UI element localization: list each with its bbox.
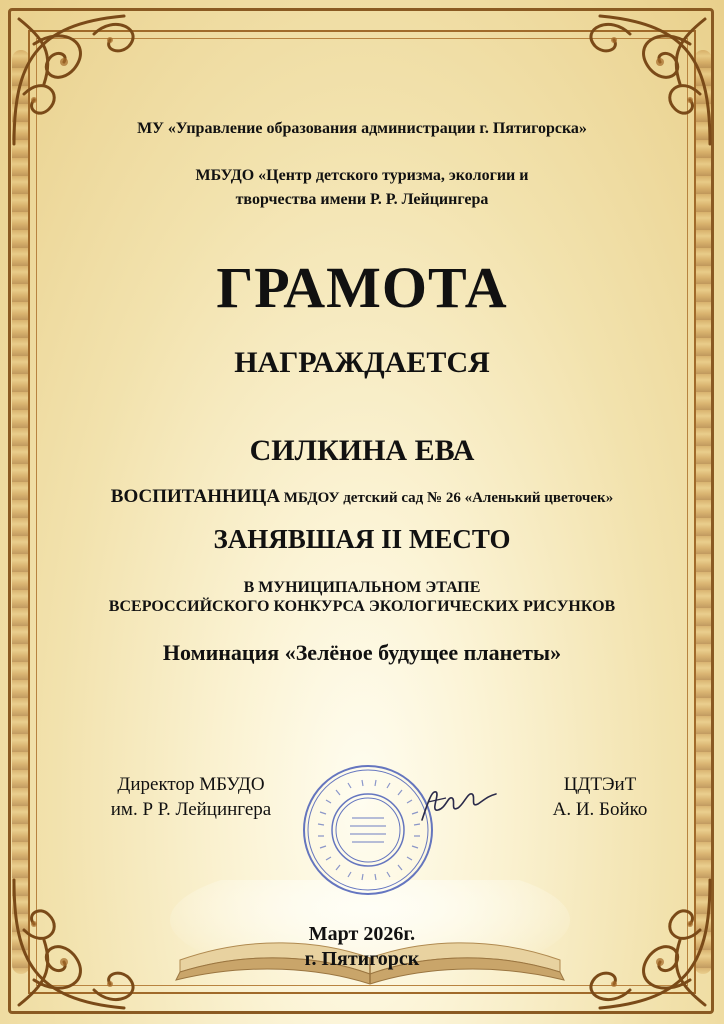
organization-name: МУ «Управление образования администрации г. Пятигорска» <box>137 120 587 137</box>
recipient-name: СИЛКИНА ЕВА <box>249 434 475 467</box>
place-heading: ЗАНЯВШАЯ II МЕСТО <box>213 524 511 554</box>
institution-name <box>0 164 724 212</box>
awarded-heading: НАГРАЖДАЕТСЯ <box>234 346 490 379</box>
certificate-title: ГРАМОТА <box>216 255 508 320</box>
date-place <box>0 922 724 972</box>
signatory-right <box>530 772 670 822</box>
institution-line-1: МБУДО «Центр детского туризма, экологии и <box>195 167 529 184</box>
signatory-left-title: Директор МБУДО <box>117 774 265 795</box>
signatory-left <box>96 772 286 822</box>
handwritten-signature-icon <box>418 782 500 828</box>
competition-line-2: ВСЕРОССИЙСКОГО КОНКУРСА ЭКОЛОГИЧЕСКИХ РИСУНКОВ <box>108 598 616 615</box>
pupil-label: ВОСПИТАННИЦА <box>110 486 281 507</box>
official-stamp-icon <box>300 762 436 898</box>
competition-line-1: В МУНИЦИПАЛЬНОМ ЭТАПЕ <box>243 579 481 596</box>
issue-city: г. Пятигорск <box>304 948 420 970</box>
signatory-right-title: ЦДТЭиТ <box>563 774 637 795</box>
competition-name <box>0 578 724 616</box>
pupil-line <box>0 486 724 508</box>
institution-line-2: творчества имени Р. Р. Лейцингера <box>235 191 489 208</box>
signatory-right-name: А. И. Бойко <box>552 799 648 820</box>
issue-date: Март 2026г. <box>308 923 416 945</box>
nomination: Номинация «Зелёное будущее планеты» <box>162 640 562 665</box>
pupil-school: МБДОУ детский сад № 26 «Аленький цветочек» <box>280 490 614 506</box>
signatory-left-name: им. Р Р. Лейцингера <box>110 799 272 820</box>
